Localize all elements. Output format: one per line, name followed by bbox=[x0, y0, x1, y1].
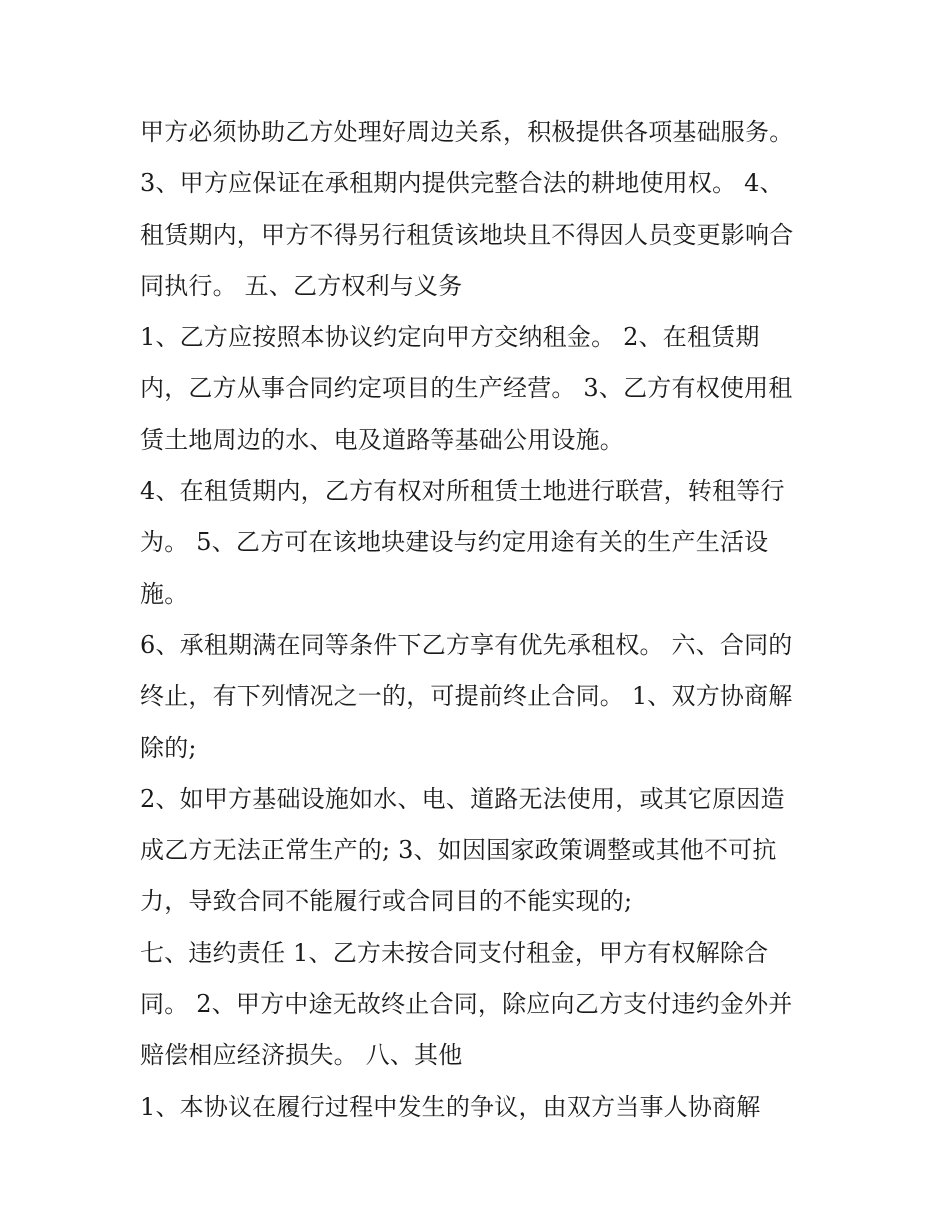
text-line: 内，乙方从事合同约定项目的生产经营。 3、乙方有权使用租 bbox=[140, 374, 793, 403]
text-line: 赔偿相应经济损失。 八、其他 bbox=[140, 1041, 463, 1070]
text-line: 终止，有下列情况之一的，可提前终止合同。 1、双方协商解 bbox=[140, 682, 793, 711]
text-line: 1、乙方应按照本协议约定向甲方交纳租金。 2、在租赁期 bbox=[140, 323, 760, 352]
document-body bbox=[140, 107, 820, 1133]
text-line: 3、甲方应保证在承租期内提供完整合法的耕地使用权。 4、 bbox=[140, 169, 784, 198]
text-line: 施。 bbox=[140, 579, 189, 608]
text-line: 1、本协议在履行过程中发生的争议，由双方当事人协商解 bbox=[140, 1092, 761, 1121]
text-line: 2、如甲方基础设施如水、电、道路无法使用，或其它原因造 bbox=[140, 784, 785, 813]
text-line: 4、在租赁期内，乙方有权对所租赁土地进行联营，转租等行 bbox=[140, 477, 785, 506]
text-line: 租赁期内，甲方不得另行租赁该地块且不得因人员变更影响合 bbox=[140, 220, 794, 249]
text-line: 6、承租期满在同等条件下乙方享有优先承租权。 六、合同的 bbox=[140, 630, 793, 659]
text-line: 赁土地周边的水、电及道路等基础公用设施。 bbox=[140, 425, 624, 454]
text-line: 甲方必须协助乙方处理好周边关系，积极提供各项基础服务。 bbox=[140, 118, 794, 146]
text-line: 同执行。 五、乙方权利与义务 bbox=[140, 271, 463, 300]
text-line: 成乙方无法正常生产的; 3、如因国家政策调整或其他不可抗 bbox=[140, 836, 777, 865]
text-line: 力，导致合同不能履行或合同目的不能实现的; bbox=[140, 887, 633, 916]
text-line: 七、违约责任 1、乙方未按合同支付租金，甲方有权解除合 bbox=[140, 938, 769, 967]
text-line: 为。 5、乙方可在该地块建设与约定用途有关的生产生活设 bbox=[140, 528, 769, 557]
text-line: 同。 2、甲方中途无故终止合同，除应向乙方支付违约金外并 bbox=[140, 990, 793, 1019]
text-line: 除的; bbox=[140, 733, 197, 762]
